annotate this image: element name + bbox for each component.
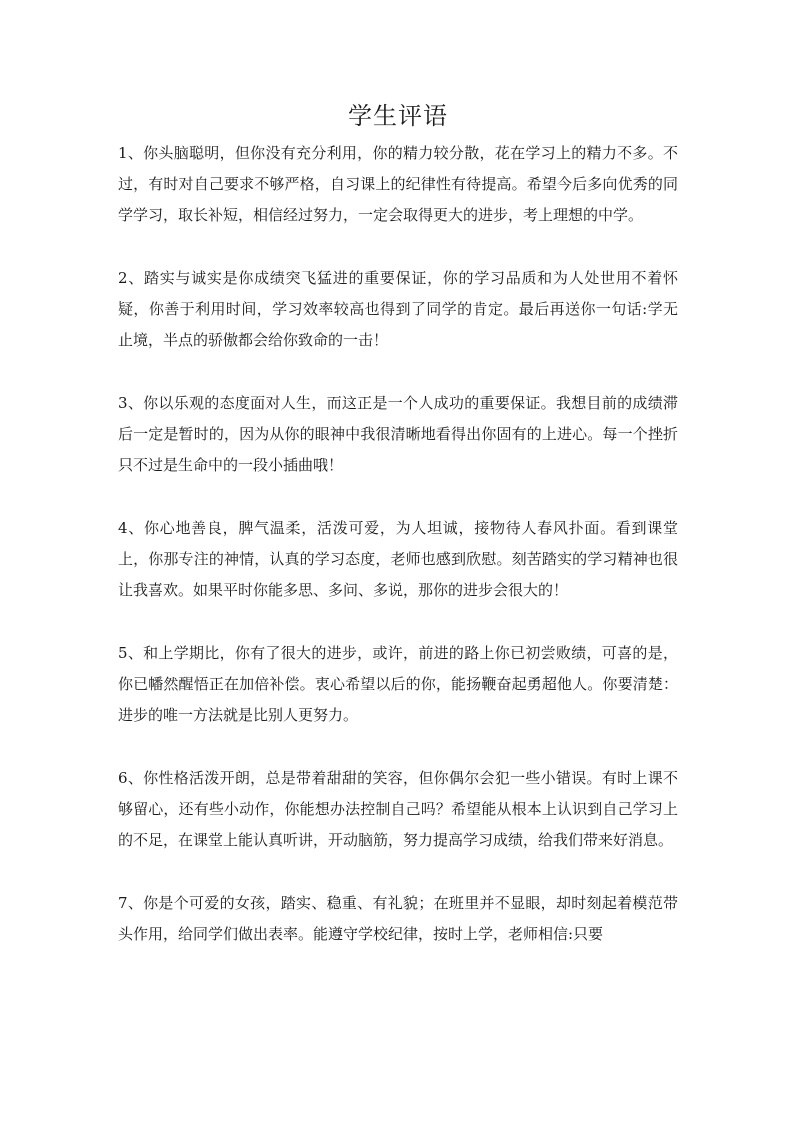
- comment-paragraph-7: 7、你是个可爱的女孩，踏实、稳重、有礼貌；在班里并不显眼，却时刻起着模范带头作用，给同学们做出表率。能遵守学校纪律，按时上学，老师相信:只要: [118, 894, 678, 943]
- comment-paragraph-1: 1、你头脑聪明，但你没有充分利用，你的精力较分散，花在学习上的精力不多。不过，有时对自己要求不够严格，自习课上的纪律性有待提高。希望今后多向优秀的同学学习，取长补短，相信经过努力，一定会取得更大的进步，考上理想的中学。: [118, 144, 678, 224]
- comment-paragraph-6: 6、你性格活泼开朗，总是带着甜甜的笑容，但你偶尔会犯一些小错误。有时上课不够留心，还有些小动作，你能想办法控制自己吗？希望能从根本上认识到自己学习上的不足，在课堂上能认真听讲，开动脑筋，努力提高学习成绩，给我们带来好消息。: [118, 769, 678, 849]
- comment-paragraph-4: 4、你心地善良，脾气温柔，活泼可爱，为人坦诚，接物待人春风扑面。看到课堂上，你那专注的神情，认真的学习态度，老师也感到欣慰。刻苦踏实的学习精神也很让我喜欢。如果平时你能多思、多问、多说，那你的进步会很大的！: [118, 519, 678, 599]
- page-title: 学生评语: [348, 102, 448, 130]
- comment-paragraph-5: 5、和上学期比，你有了很大的进步，或许，前进的路上你已初尝败绩，可喜的是，你已幡然醒悟正在加倍补偿。衷心希望以后的你，能扬鞭奋起勇超他人。你要清楚：进步的唯一方法就是比别人更努力。: [118, 644, 678, 724]
- comment-paragraph-2: 2、踏实与诚实是你成绩突飞猛进的重要保证，你的学习品质和为人处世用不着怀疑，你善于利用时间，学习效率较高也得到了同学的肯定。最后再送你一句话:学无止境，半点的骄傲都会给你致命的一击！: [118, 269, 678, 349]
- comment-paragraph-3: 3、你以乐观的态度面对人生，而这正是一个人成功的重要保证。我想目前的成绩滞后一定是暂时的，因为从你的眼神中我很清晰地看得出你固有的上进心。每一个挫折只不过是生命中的一段小插曲哦！: [118, 394, 678, 474]
